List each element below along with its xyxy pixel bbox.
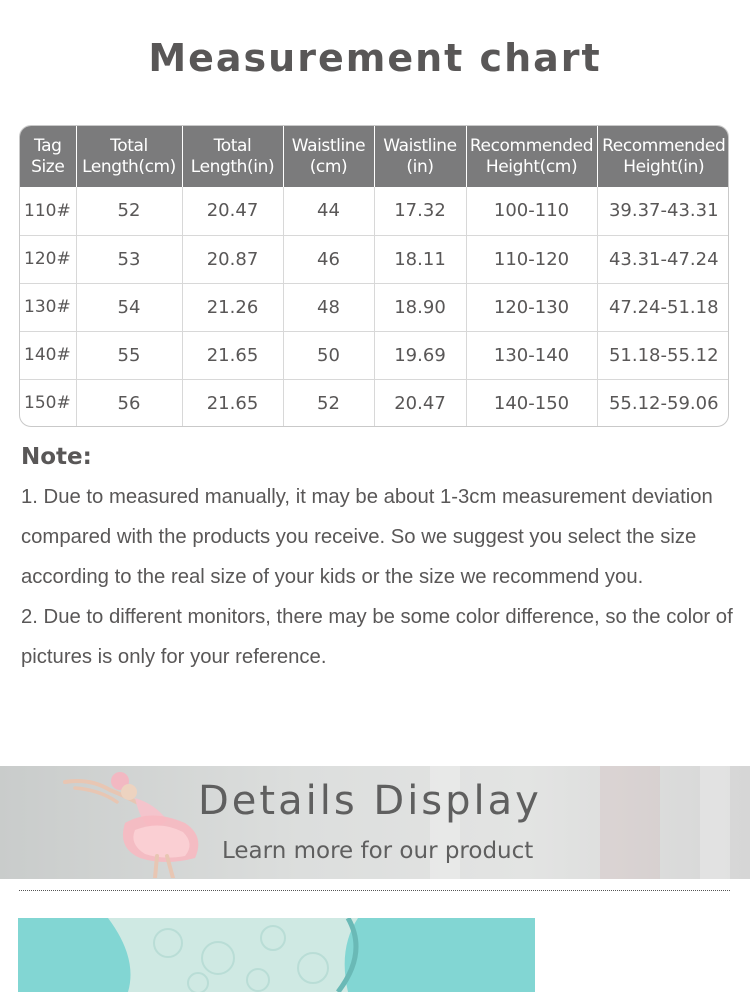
- cell-tag-size: 130#: [20, 283, 76, 331]
- note-body: [21, 477, 733, 677]
- cell-total-length-in: 21.65: [182, 379, 283, 427]
- background-window-shape: [600, 766, 660, 879]
- header-waistline-cm: Waistline (cm): [283, 126, 374, 187]
- cell-height-in: 43.31-47.24: [597, 235, 729, 283]
- measurement-table-container: [19, 125, 729, 427]
- cell-waistline-cm: 50: [283, 331, 374, 379]
- note-item: 2. Due to different monitors, there may be some color difference, so the color of pictures is only for your reference.: [21, 606, 733, 668]
- page-title: Measurement chart: [148, 36, 602, 80]
- cell-height-cm: 120-130: [466, 283, 597, 331]
- cell-waistline-cm: 46: [283, 235, 374, 283]
- cell-height-in: 47.24-51.18: [597, 283, 729, 331]
- cell-waistline-in: 20.47: [374, 379, 466, 427]
- details-display-banner: [0, 766, 750, 879]
- section-divider: [19, 890, 730, 891]
- cell-total-length-cm: 54: [76, 283, 182, 331]
- background-window-shape: [700, 766, 730, 879]
- table-row: [20, 235, 729, 283]
- header-tag-size: Tag Size: [20, 126, 76, 187]
- cell-total-length-in: 20.47: [182, 187, 283, 235]
- cell-height-in: 39.37-43.31: [608, 200, 719, 222]
- banner-subtitle: Learn more for our product: [222, 838, 534, 864]
- cell-height-cm: 130-140: [466, 331, 597, 379]
- header-recommended-height-cm: Recommended Height(cm): [466, 126, 597, 187]
- cell-waistline-in: 19.69: [374, 331, 466, 379]
- table-header-row: [20, 126, 729, 187]
- table-row: [20, 187, 729, 235]
- table-row: [20, 379, 729, 427]
- note-heading: Note:: [21, 444, 92, 470]
- cell-waistline-in: 18.11: [374, 235, 466, 283]
- cell-waistline-cm: 44: [283, 187, 374, 235]
- cell-total-length-cm: 53: [76, 235, 182, 283]
- cell-waistline-cm: 48: [283, 283, 374, 331]
- cell-height-cm: 110-120: [466, 235, 597, 283]
- cell-total-length-in: 20.87: [182, 235, 283, 283]
- cell-height-in: 55.12-59.06: [597, 379, 729, 427]
- header-waistline-in: Waistline (in): [374, 126, 466, 187]
- cell-total-length-cm: 52: [76, 187, 182, 235]
- cell-tag-size: 120#: [20, 235, 76, 283]
- cell-height-in: 51.18-55.12: [597, 331, 729, 379]
- cell-tag-size: 150#: [20, 379, 76, 427]
- cell-total-length-in: 21.65: [182, 331, 283, 379]
- cell-height-cm: 140-150: [466, 379, 597, 427]
- note-item: 1. Due to measured manually, it may be about 1-3cm measurement deviation compared with the products you receive. So we suggest you select the size according to the real size of your kids or the size we recommend you.: [21, 486, 713, 588]
- cell-waistline-in: 17.32: [374, 187, 466, 235]
- table-row: [20, 283, 729, 331]
- banner-title: Details Display: [198, 778, 542, 824]
- cell-tag-size: 140#: [20, 331, 76, 379]
- product-fabric-image: [18, 918, 535, 992]
- header-total-length-in: Total Length(in): [182, 126, 283, 187]
- table-row: [20, 331, 729, 379]
- cell-waistline-cm: 52: [283, 379, 374, 427]
- product-detail-photo: [18, 918, 535, 992]
- cell-total-length-cm: 56: [76, 379, 182, 427]
- cell-total-length-in: 21.26: [182, 283, 283, 331]
- cell-height-cm: 100-110: [466, 187, 597, 235]
- measurement-table: [20, 126, 729, 427]
- cell-tag-size: 110#: [20, 187, 76, 235]
- header-recommended-height-in: Recommended Height(in): [597, 126, 729, 187]
- cell-total-length-cm: 55: [76, 331, 182, 379]
- cell-waistline-in: 18.90: [374, 283, 466, 331]
- header-total-length-cm: Total Length(cm): [76, 126, 182, 187]
